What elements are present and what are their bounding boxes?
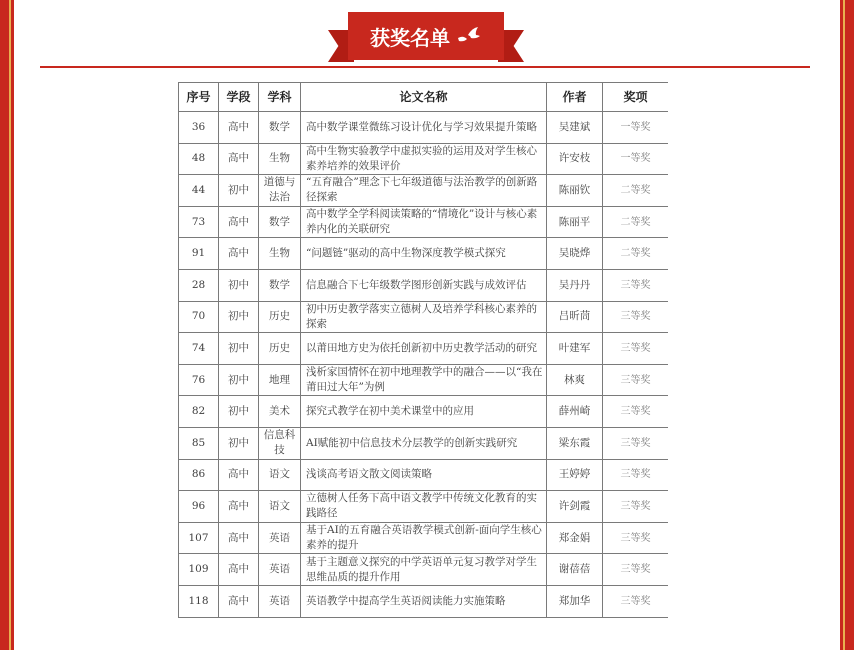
cell-subject: 数学 bbox=[259, 112, 301, 144]
cell-award: 三等奖 bbox=[603, 554, 669, 586]
cell-title: 英语教学中提高学生英语阅读能力实施策略 bbox=[301, 585, 547, 617]
cell-number: 96 bbox=[179, 491, 219, 523]
left-frame-border bbox=[0, 0, 14, 650]
cell-subject: 英语 bbox=[259, 522, 301, 554]
cell-title: 浅谈高考语文散文阅读策略 bbox=[301, 459, 547, 491]
header-cell: 学科 bbox=[259, 83, 301, 112]
table-row bbox=[179, 175, 669, 207]
cell-stage: 高中 bbox=[219, 459, 259, 491]
table-row bbox=[179, 427, 669, 459]
cell-stage: 初中 bbox=[219, 427, 259, 459]
cell-number: 44 bbox=[179, 175, 219, 207]
cell-title: 信息融合下七年级数学图形创新实践与成效评估 bbox=[301, 269, 547, 301]
cell-subject: 地理 bbox=[259, 364, 301, 396]
award-table bbox=[178, 82, 668, 618]
cell-number: 82 bbox=[179, 396, 219, 428]
cell-author: 陈丽钦 bbox=[547, 175, 603, 207]
cell-stage: 高中 bbox=[219, 143, 259, 175]
cell-author: 许安枝 bbox=[547, 143, 603, 175]
cell-title: 高中生物实验教学中虚拟实验的运用及对学生核心素养培养的效果评价 bbox=[301, 143, 547, 175]
cell-stage: 高中 bbox=[219, 238, 259, 270]
cell-title: 基于AI的五育融合英语教学模式创新-面向学生核心素养的提升 bbox=[301, 522, 547, 554]
cell-subject: 数学 bbox=[259, 269, 301, 301]
cell-title: “五育融合”理念下七年级道德与法治教学的创新路径探索 bbox=[301, 175, 547, 207]
cell-subject: 美术 bbox=[259, 396, 301, 428]
cell-award: 三等奖 bbox=[603, 491, 669, 523]
cell-award: 三等奖 bbox=[603, 585, 669, 617]
cell-stage: 初中 bbox=[219, 364, 259, 396]
cell-number: 74 bbox=[179, 333, 219, 365]
cell-title: “问题链”驱动的高中生物深度教学模式探究 bbox=[301, 238, 547, 270]
cell-number: 109 bbox=[179, 554, 219, 586]
cell-subject: 英语 bbox=[259, 585, 301, 617]
header-cell: 奖项 bbox=[603, 83, 669, 112]
cell-number: 28 bbox=[179, 269, 219, 301]
cell-award: 二等奖 bbox=[603, 238, 669, 270]
cell-title: 高中数学课堂微练习设计优化与学习效果提升策略 bbox=[301, 112, 547, 144]
cell-subject: 语文 bbox=[259, 491, 301, 523]
cell-award: 二等奖 bbox=[603, 206, 669, 238]
cell-number: 118 bbox=[179, 585, 219, 617]
cell-title: 浅析家国情怀在初中地理教学中的融合——以“我在莆田过大年”为例 bbox=[301, 364, 547, 396]
cell-author: 吕昕茼 bbox=[547, 301, 603, 333]
table-row bbox=[179, 459, 669, 491]
table-row bbox=[179, 333, 669, 365]
cell-stage: 高中 bbox=[219, 554, 259, 586]
cell-stage: 高中 bbox=[219, 585, 259, 617]
cell-number: 85 bbox=[179, 427, 219, 459]
cell-award: 一等奖 bbox=[603, 112, 669, 144]
cell-author: 吴建斌 bbox=[547, 112, 603, 144]
table-row bbox=[179, 143, 669, 175]
header-cell: 序号 bbox=[179, 83, 219, 112]
cell-stage: 初中 bbox=[219, 269, 259, 301]
cell-number: 91 bbox=[179, 238, 219, 270]
cell-subject: 信息科技 bbox=[259, 427, 301, 459]
cell-subject: 历史 bbox=[259, 301, 301, 333]
cell-author: 许剑霞 bbox=[547, 491, 603, 523]
cell-title: 初中历史教学落实立德树人及培养学科核心素养的探索 bbox=[301, 301, 547, 333]
cell-award: 三等奖 bbox=[603, 364, 669, 396]
table-header-row bbox=[179, 83, 669, 112]
cell-stage: 高中 bbox=[219, 522, 259, 554]
cell-title: 以莆田地方史为依托创新初中历史教学活动的研究 bbox=[301, 333, 547, 365]
cell-number: 48 bbox=[179, 143, 219, 175]
cell-title: 基于主题意义探究的中学英语单元复习教学对学生思维品质的提升作用 bbox=[301, 554, 547, 586]
cell-stage: 初中 bbox=[219, 301, 259, 333]
cell-title: 立德树人任务下高中语文教学中传统文化教育的实践路径 bbox=[301, 491, 547, 523]
cell-subject: 数学 bbox=[259, 206, 301, 238]
banner-divider bbox=[40, 66, 810, 68]
cell-award: 一等奖 bbox=[603, 143, 669, 175]
cell-author: 谢蓓蓓 bbox=[547, 554, 603, 586]
header-cell: 作者 bbox=[547, 83, 603, 112]
cell-author: 林爽 bbox=[547, 364, 603, 396]
cell-author: 郑加华 bbox=[547, 585, 603, 617]
cell-title: AI赋能初中信息技术分层教学的创新实践研究 bbox=[301, 427, 547, 459]
table-row bbox=[179, 554, 669, 586]
cell-award: 三等奖 bbox=[603, 396, 669, 428]
table-row bbox=[179, 112, 669, 144]
cell-award: 三等奖 bbox=[603, 427, 669, 459]
doves-icon bbox=[456, 26, 482, 46]
cell-author: 陈丽平 bbox=[547, 206, 603, 238]
header-cell: 论文名称 bbox=[301, 83, 547, 112]
cell-award: 三等奖 bbox=[603, 333, 669, 365]
cell-stage: 初中 bbox=[219, 333, 259, 365]
table-row bbox=[179, 238, 669, 270]
cell-title: 探究式教学在初中美术课堂中的应用 bbox=[301, 396, 547, 428]
cell-author: 叶建军 bbox=[547, 333, 603, 365]
cell-title: 高中数学全学科阅读策略的“情境化”设计与核心素养内化的关联研究 bbox=[301, 206, 547, 238]
cell-author: 郑金娟 bbox=[547, 522, 603, 554]
cell-subject: 语文 bbox=[259, 459, 301, 491]
cell-stage: 高中 bbox=[219, 206, 259, 238]
cell-award: 二等奖 bbox=[603, 175, 669, 207]
table-row bbox=[179, 491, 669, 523]
award-list-document bbox=[178, 82, 668, 650]
table-row bbox=[179, 301, 669, 333]
table-row bbox=[179, 269, 669, 301]
cell-award: 三等奖 bbox=[603, 459, 669, 491]
cell-author: 王婷婷 bbox=[547, 459, 603, 491]
title-banner bbox=[328, 12, 524, 62]
cell-author: 吴丹丹 bbox=[547, 269, 603, 301]
cell-number: 86 bbox=[179, 459, 219, 491]
banner-plate bbox=[348, 12, 504, 60]
cell-stage: 高中 bbox=[219, 112, 259, 144]
right-frame-border bbox=[840, 0, 854, 650]
table-row bbox=[179, 522, 669, 554]
cell-subject: 生物 bbox=[259, 238, 301, 270]
cell-subject: 道德与法治 bbox=[259, 175, 301, 207]
cell-stage: 高中 bbox=[219, 491, 259, 523]
table-row bbox=[179, 396, 669, 428]
header-cell: 学段 bbox=[219, 83, 259, 112]
cell-author: 梁东霞 bbox=[547, 427, 603, 459]
table-row bbox=[179, 585, 669, 617]
cell-subject: 英语 bbox=[259, 554, 301, 586]
cell-stage: 初中 bbox=[219, 396, 259, 428]
cell-number: 70 bbox=[179, 301, 219, 333]
cell-award: 三等奖 bbox=[603, 301, 669, 333]
table-row bbox=[179, 206, 669, 238]
cell-number: 76 bbox=[179, 364, 219, 396]
cell-stage: 初中 bbox=[219, 175, 259, 207]
banner-title: 获奖名单 bbox=[370, 25, 450, 50]
cell-subject: 生物 bbox=[259, 143, 301, 175]
cell-award: 三等奖 bbox=[603, 522, 669, 554]
cell-author: 吴晓烨 bbox=[547, 238, 603, 270]
cell-number: 36 bbox=[179, 112, 219, 144]
cell-author: 薛州崎 bbox=[547, 396, 603, 428]
cell-number: 73 bbox=[179, 206, 219, 238]
cell-subject: 历史 bbox=[259, 333, 301, 365]
cell-number: 107 bbox=[179, 522, 219, 554]
table-row bbox=[179, 364, 669, 396]
cell-award: 三等奖 bbox=[603, 269, 669, 301]
